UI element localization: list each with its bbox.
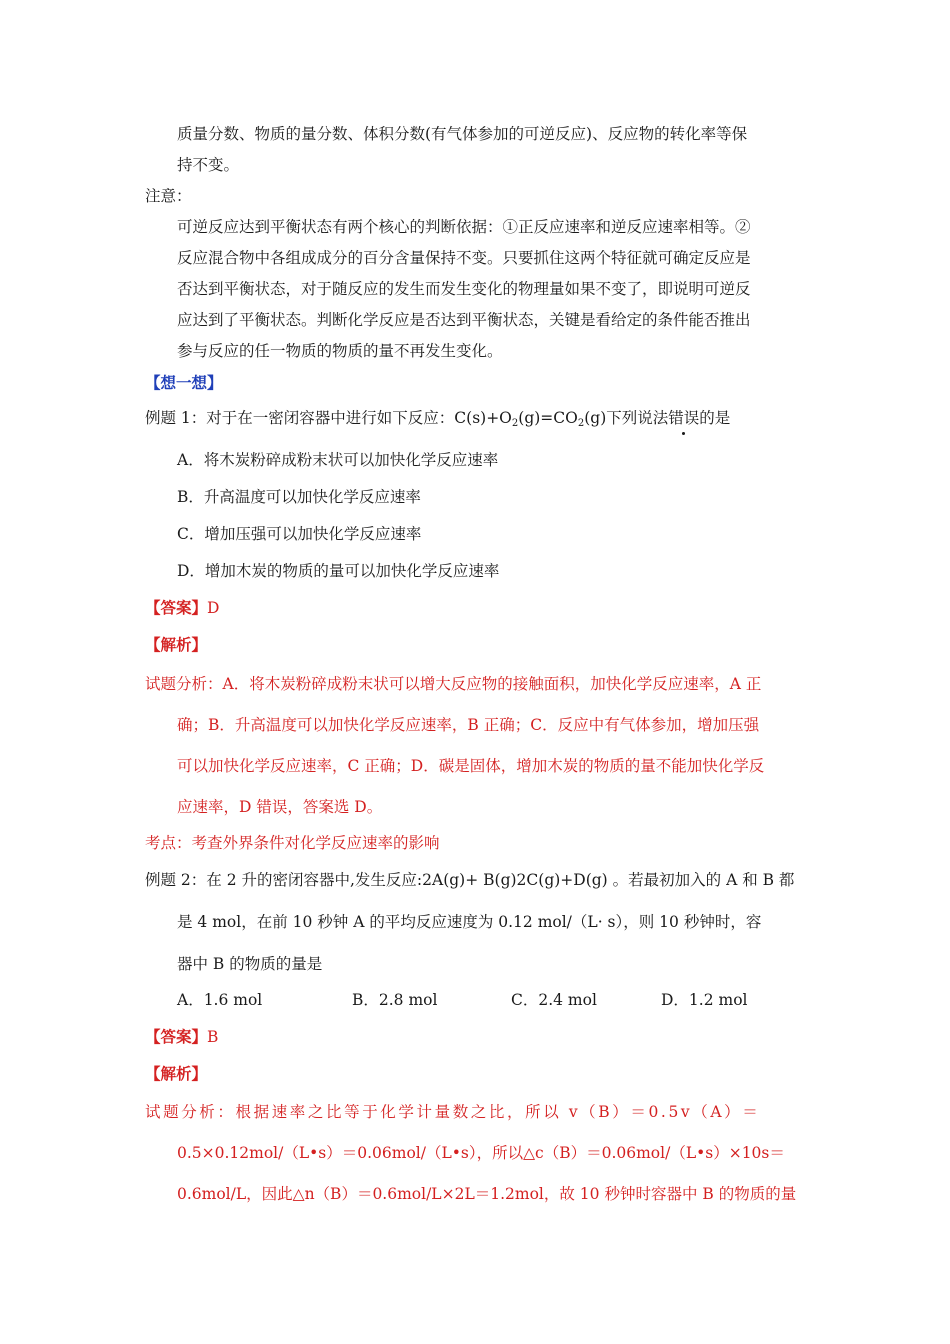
example1-analysis-line: 可以加快化学反应速率，C 正确；D．碳是固体，增加木炭的物质的量不能加快化学反 xyxy=(177,757,765,775)
example2-question-line: 器中 B 的物质的量是 xyxy=(177,955,323,973)
answer-label: 【答案】 xyxy=(145,1027,208,1046)
kaodian: 考点：考查外界条件对化学反应速率的影响 xyxy=(145,834,440,852)
example2-analysis-line: 0.5×0.12mol/（L•s）＝0.06mol/（L•s），所以△c（B）＝0.06mol/（L•s）×10s＝ xyxy=(177,1144,785,1162)
example2-analysis-line: 0.6mol/L，因此△n（B）＝0.6mol/L×2L＝1.2mol，故 10 秒钟时容器中 B 的物质的量 xyxy=(177,1185,797,1203)
example1-option-b: B．升高温度可以加快化学反应速率 xyxy=(177,488,421,506)
subscript: 2 xyxy=(577,418,585,429)
example1-option-a: A．将木炭粉碎成粉末状可以加快化学反应速率 xyxy=(177,451,499,469)
example2-analysis-line: 试题分析：根据速率之比等于化学计量数之比，所以 v（B）＝0.5v（A）＝ xyxy=(145,1103,761,1121)
example1-prefix: 例题 1：对于在一密闭容器中进行如下反应：C(s)+O xyxy=(145,409,512,427)
example2-option-d: D．1.2 mol xyxy=(661,991,748,1009)
example2-question-line: 是 4 mol，在前 10 秒钟 A 的平均反应速度为 0.12 mol/（L· s），则 10 秒钟时，容 xyxy=(177,913,762,931)
answer-value: D xyxy=(207,599,220,617)
subscript: 2 xyxy=(511,418,519,429)
intro-line-2: 持不变。 xyxy=(177,156,240,174)
example2-option-a: A．1.6 mol xyxy=(177,991,263,1009)
example2-option-c: C．2.4 mol xyxy=(511,991,597,1009)
answer-label: 【答案】 xyxy=(145,598,208,617)
analysis-label: 【解析】 xyxy=(145,635,208,654)
example1-analysis-line: 试题分析：A．将木炭粉碎成粉末状可以增大反应物的接触面积，加快化学反应速率，A 正 xyxy=(145,675,762,693)
note-line: 应达到了平衡状态。判断化学反应是否达到平衡状态，关键是看给定的条件能否推出 xyxy=(177,311,751,329)
note-line: 可逆反应达到平衡状态有两个核心的判断依据：①正反应速率和逆反应速率相等。② xyxy=(177,218,751,236)
note-line: 反应混合物中各组成成分的百分含量保持不变。只要抓住这两个特征就可确定反应是 xyxy=(177,249,751,267)
example1-option-d: D．增加木炭的物质的量可以加快化学反应速率 xyxy=(177,562,500,580)
note-line: 参与反应的任一物质的物质的量不再发生变化。 xyxy=(177,342,503,360)
note-title: 注意： xyxy=(145,187,192,205)
emphasis-word: 错误 xyxy=(668,409,700,427)
example1-answer xyxy=(145,598,219,618)
example1-analysis-line: 应速率，D 错误，答案选 D。 xyxy=(177,798,383,816)
example2-answer xyxy=(145,1027,218,1047)
example1-suffix: (g)下列说法 xyxy=(584,409,669,427)
example1-end: 的是 xyxy=(699,409,731,427)
analysis-label: 【解析】 xyxy=(145,1064,208,1083)
think-heading: 【想一想】 xyxy=(145,373,223,392)
example1-option-c: C．增加压强可以加快化学反应速率 xyxy=(177,525,422,543)
example2-question-line: 例题 2：在 2 升的密闭容器中,发生反应:2A(g)+ B(g)2C(g)+D(g) 。若最初加入的 A 和 B 都 xyxy=(145,871,795,889)
note-line: 否达到平衡状态，对于随反应的发生而发生变化的物理量如果不变了，即说明可逆反 xyxy=(177,280,751,298)
example2-option-b: B．2.8 mol xyxy=(352,991,438,1009)
example1-mid: (g)=CO xyxy=(518,409,578,427)
intro-line-1: 质量分数、物质的量分数、体积分数(有气体参加的可逆反应)、反应物的转化率等保 xyxy=(177,125,748,143)
answer-value: B xyxy=(207,1028,219,1046)
example1-question xyxy=(145,408,730,428)
example1-analysis-line: 确；B．升高温度可以加快化学反应速率，B 正确；C．反应中有气体参加，增加压强 xyxy=(177,716,760,734)
